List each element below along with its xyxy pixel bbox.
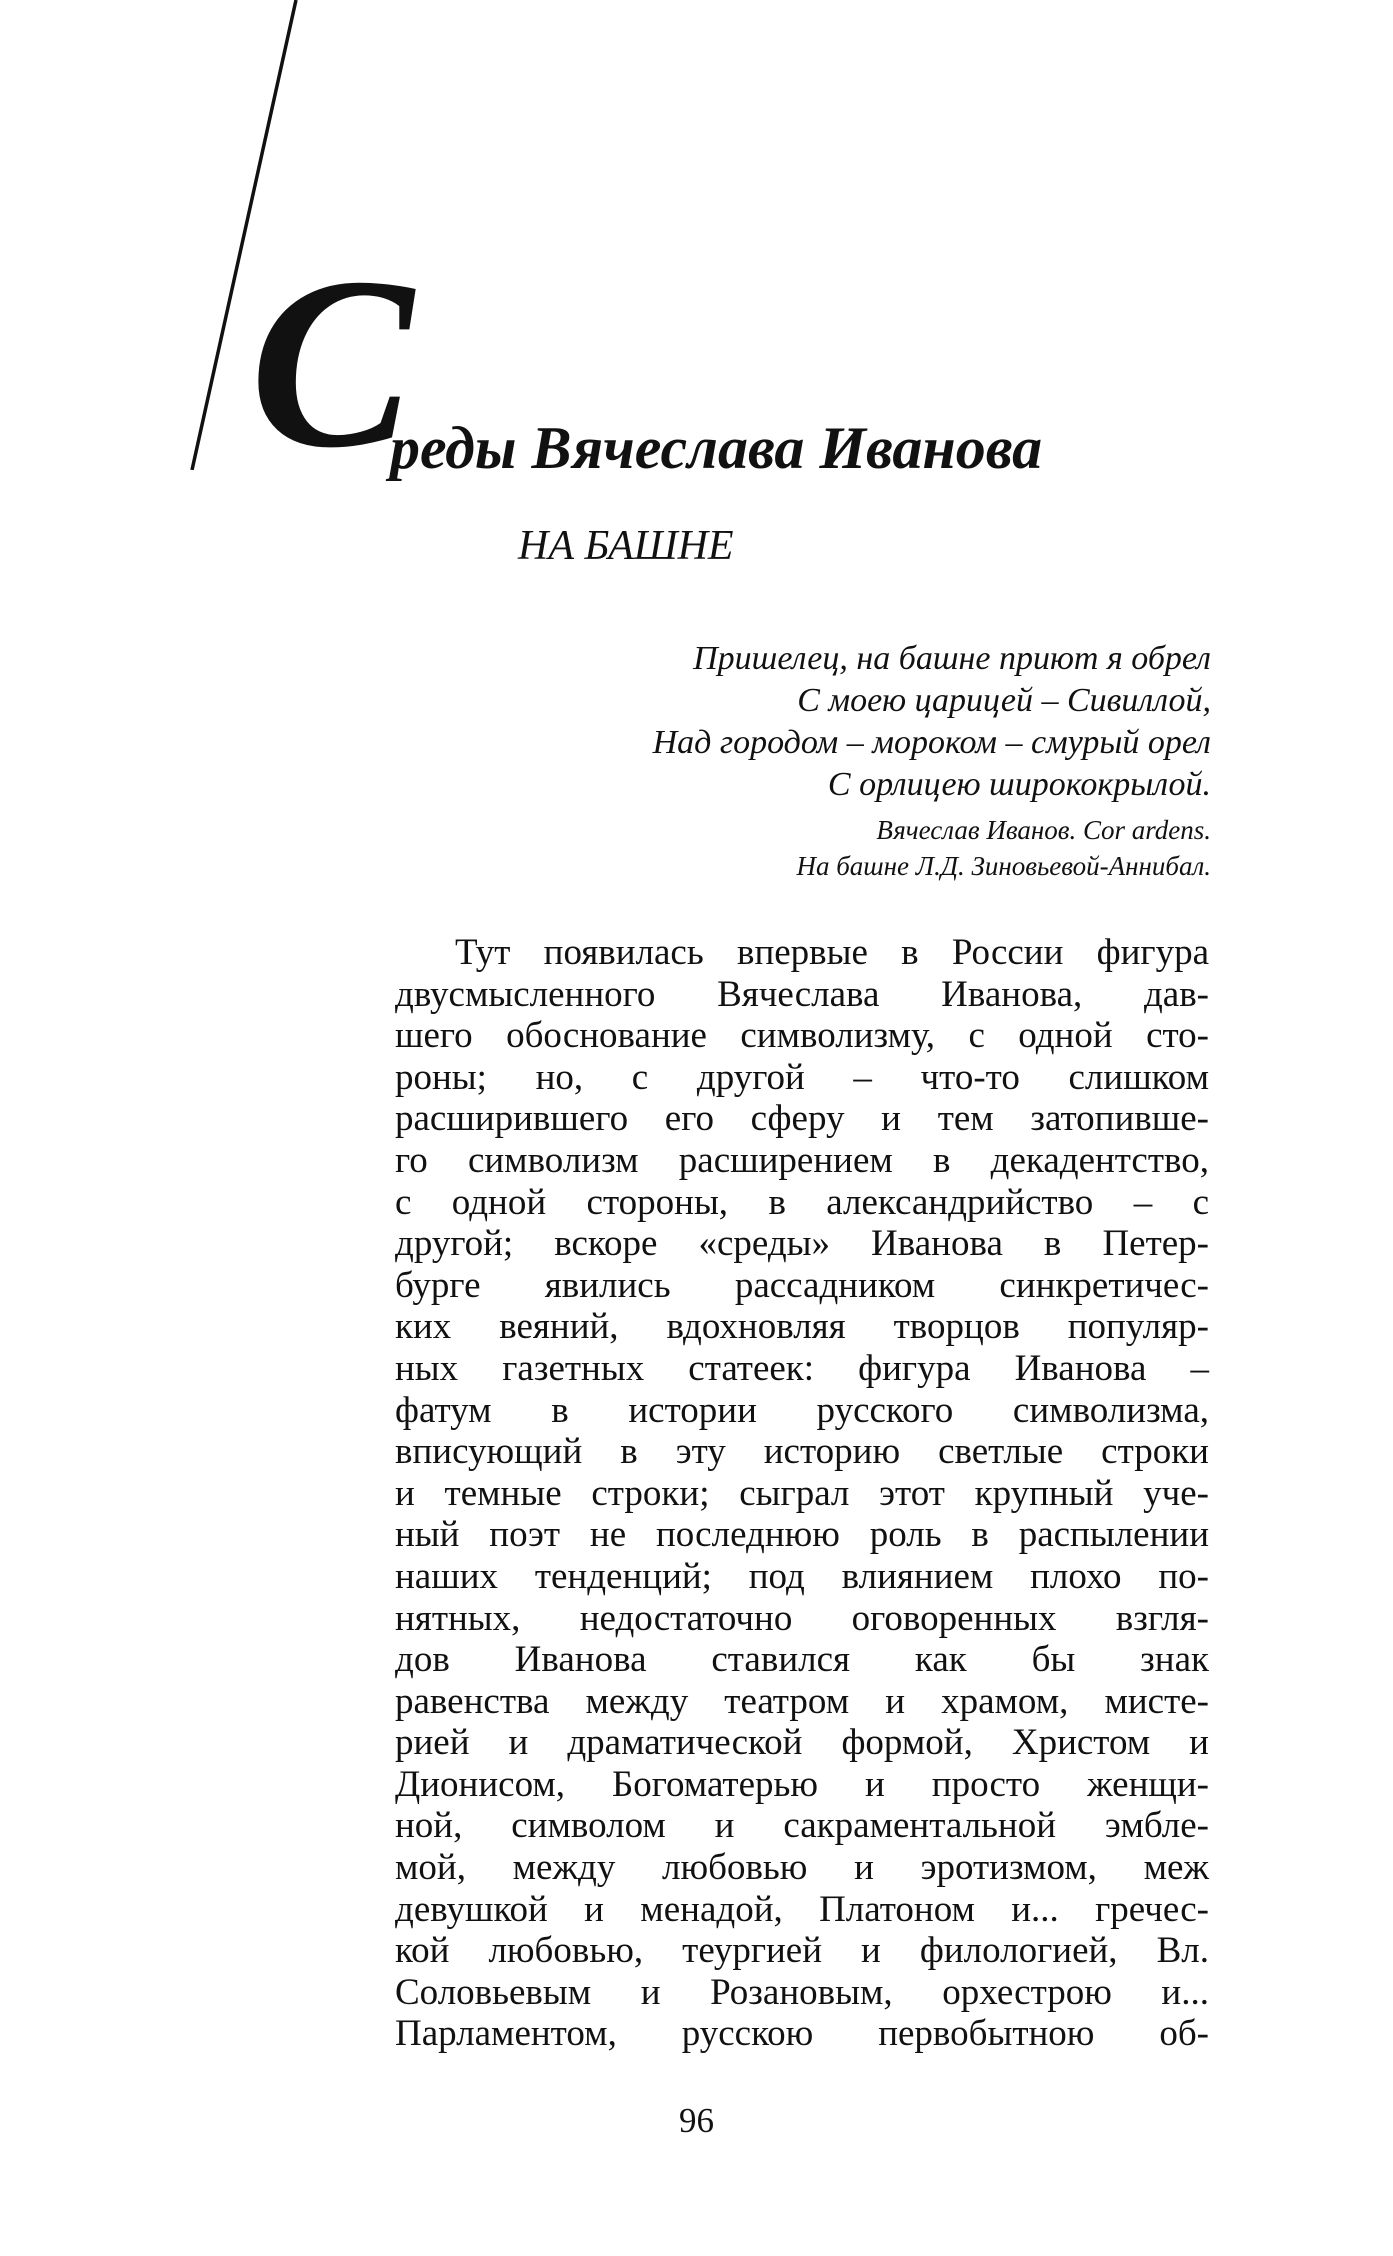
text-line: мой, между любовью и эротизмом, меж	[395, 1847, 1209, 1889]
text-line: Тут появилась впервые в России фигура	[455, 932, 1209, 973]
text-line: роны; но, с другой – что-то слишком	[395, 1056, 1209, 1098]
text-line: фатум в истории русского символизма,	[395, 1389, 1209, 1431]
text-line: го символизм расширением в декадентство,	[395, 1139, 1209, 1181]
text-line: ких веяний, вдохновляя творцов популяр-	[395, 1306, 1209, 1348]
text-line: вписующий в эту историю светлые строки	[395, 1431, 1209, 1473]
text-line: бурге явились рассадником синкретичес-	[395, 1264, 1209, 1306]
epigraph-source: Вячеслав Иванов. Cor ardens.	[876, 815, 1211, 845]
text-line: шего обоснование символизму, с одной сто-	[395, 1015, 1209, 1057]
text-line: нятных, недостаточно оговоренных взгля-	[395, 1597, 1209, 1639]
text-line: Дионисом, Богоматерью и просто женщи-	[395, 1763, 1209, 1805]
text-line: Парламентом, русскою первобытною об-	[395, 2013, 1209, 2055]
epigraph-line: Над городом – мороком – смурый орел	[652, 724, 1211, 761]
text-line: ных газетных статеек: фигура Иванова –	[395, 1347, 1209, 1389]
text-line: расширившего его сферу и тем затопивше-	[395, 1098, 1209, 1140]
text-line: равенства между театром и храмом, мисте-	[395, 1680, 1209, 1722]
text-line: другой; вскоре «среды» Иванова в Петер-	[395, 1223, 1209, 1265]
chapter-subtitle: НА БАШНЕ	[518, 523, 734, 569]
epigraph-line: С орлицею ширококрылой.	[827, 766, 1211, 803]
text-line: и темные строки; сыграл этот крупный уче-	[395, 1472, 1209, 1514]
text-line: Соловьевым и Розановым, орхестрою и...	[395, 1971, 1209, 2013]
chapter-title: реды Вячеслава Иванова	[390, 415, 1043, 481]
text-line: ной, символом и сакраментальной эмбле-	[395, 1805, 1209, 1847]
text-line: двусмысленного Вячеслава Иванова, дав-	[395, 973, 1209, 1015]
text-line: рией и драматической формой, Христом и	[395, 1722, 1209, 1764]
text-line: кой любовью, теургией и филологией, Вл.	[395, 1930, 1209, 1972]
text-line: дов Иванова ставился как бы знак	[395, 1639, 1209, 1681]
text-line: ный поэт не последнюю роль в распылении	[395, 1514, 1209, 1556]
page-number: 96	[679, 2101, 714, 2140]
epigraph	[653, 638, 1211, 884]
epigraph-source: На башне Л.Д. Зиновьевой-Аннибал.	[796, 851, 1211, 881]
epigraph-line: С моею царицей – Сивиллой,	[797, 682, 1211, 719]
drop-cap: С	[250, 227, 410, 498]
body-paragraph	[395, 932, 1209, 2055]
text-line: с одной стороны, в александрийство – с	[395, 1181, 1209, 1223]
epigraph-line: Пришелец, на башне приют я обрел	[693, 640, 1211, 677]
text-line: девушкой и менадой, Платоном и... гречес-	[395, 1888, 1209, 1930]
text-line: наших тенденций; под влиянием плохо по-	[395, 1555, 1209, 1597]
